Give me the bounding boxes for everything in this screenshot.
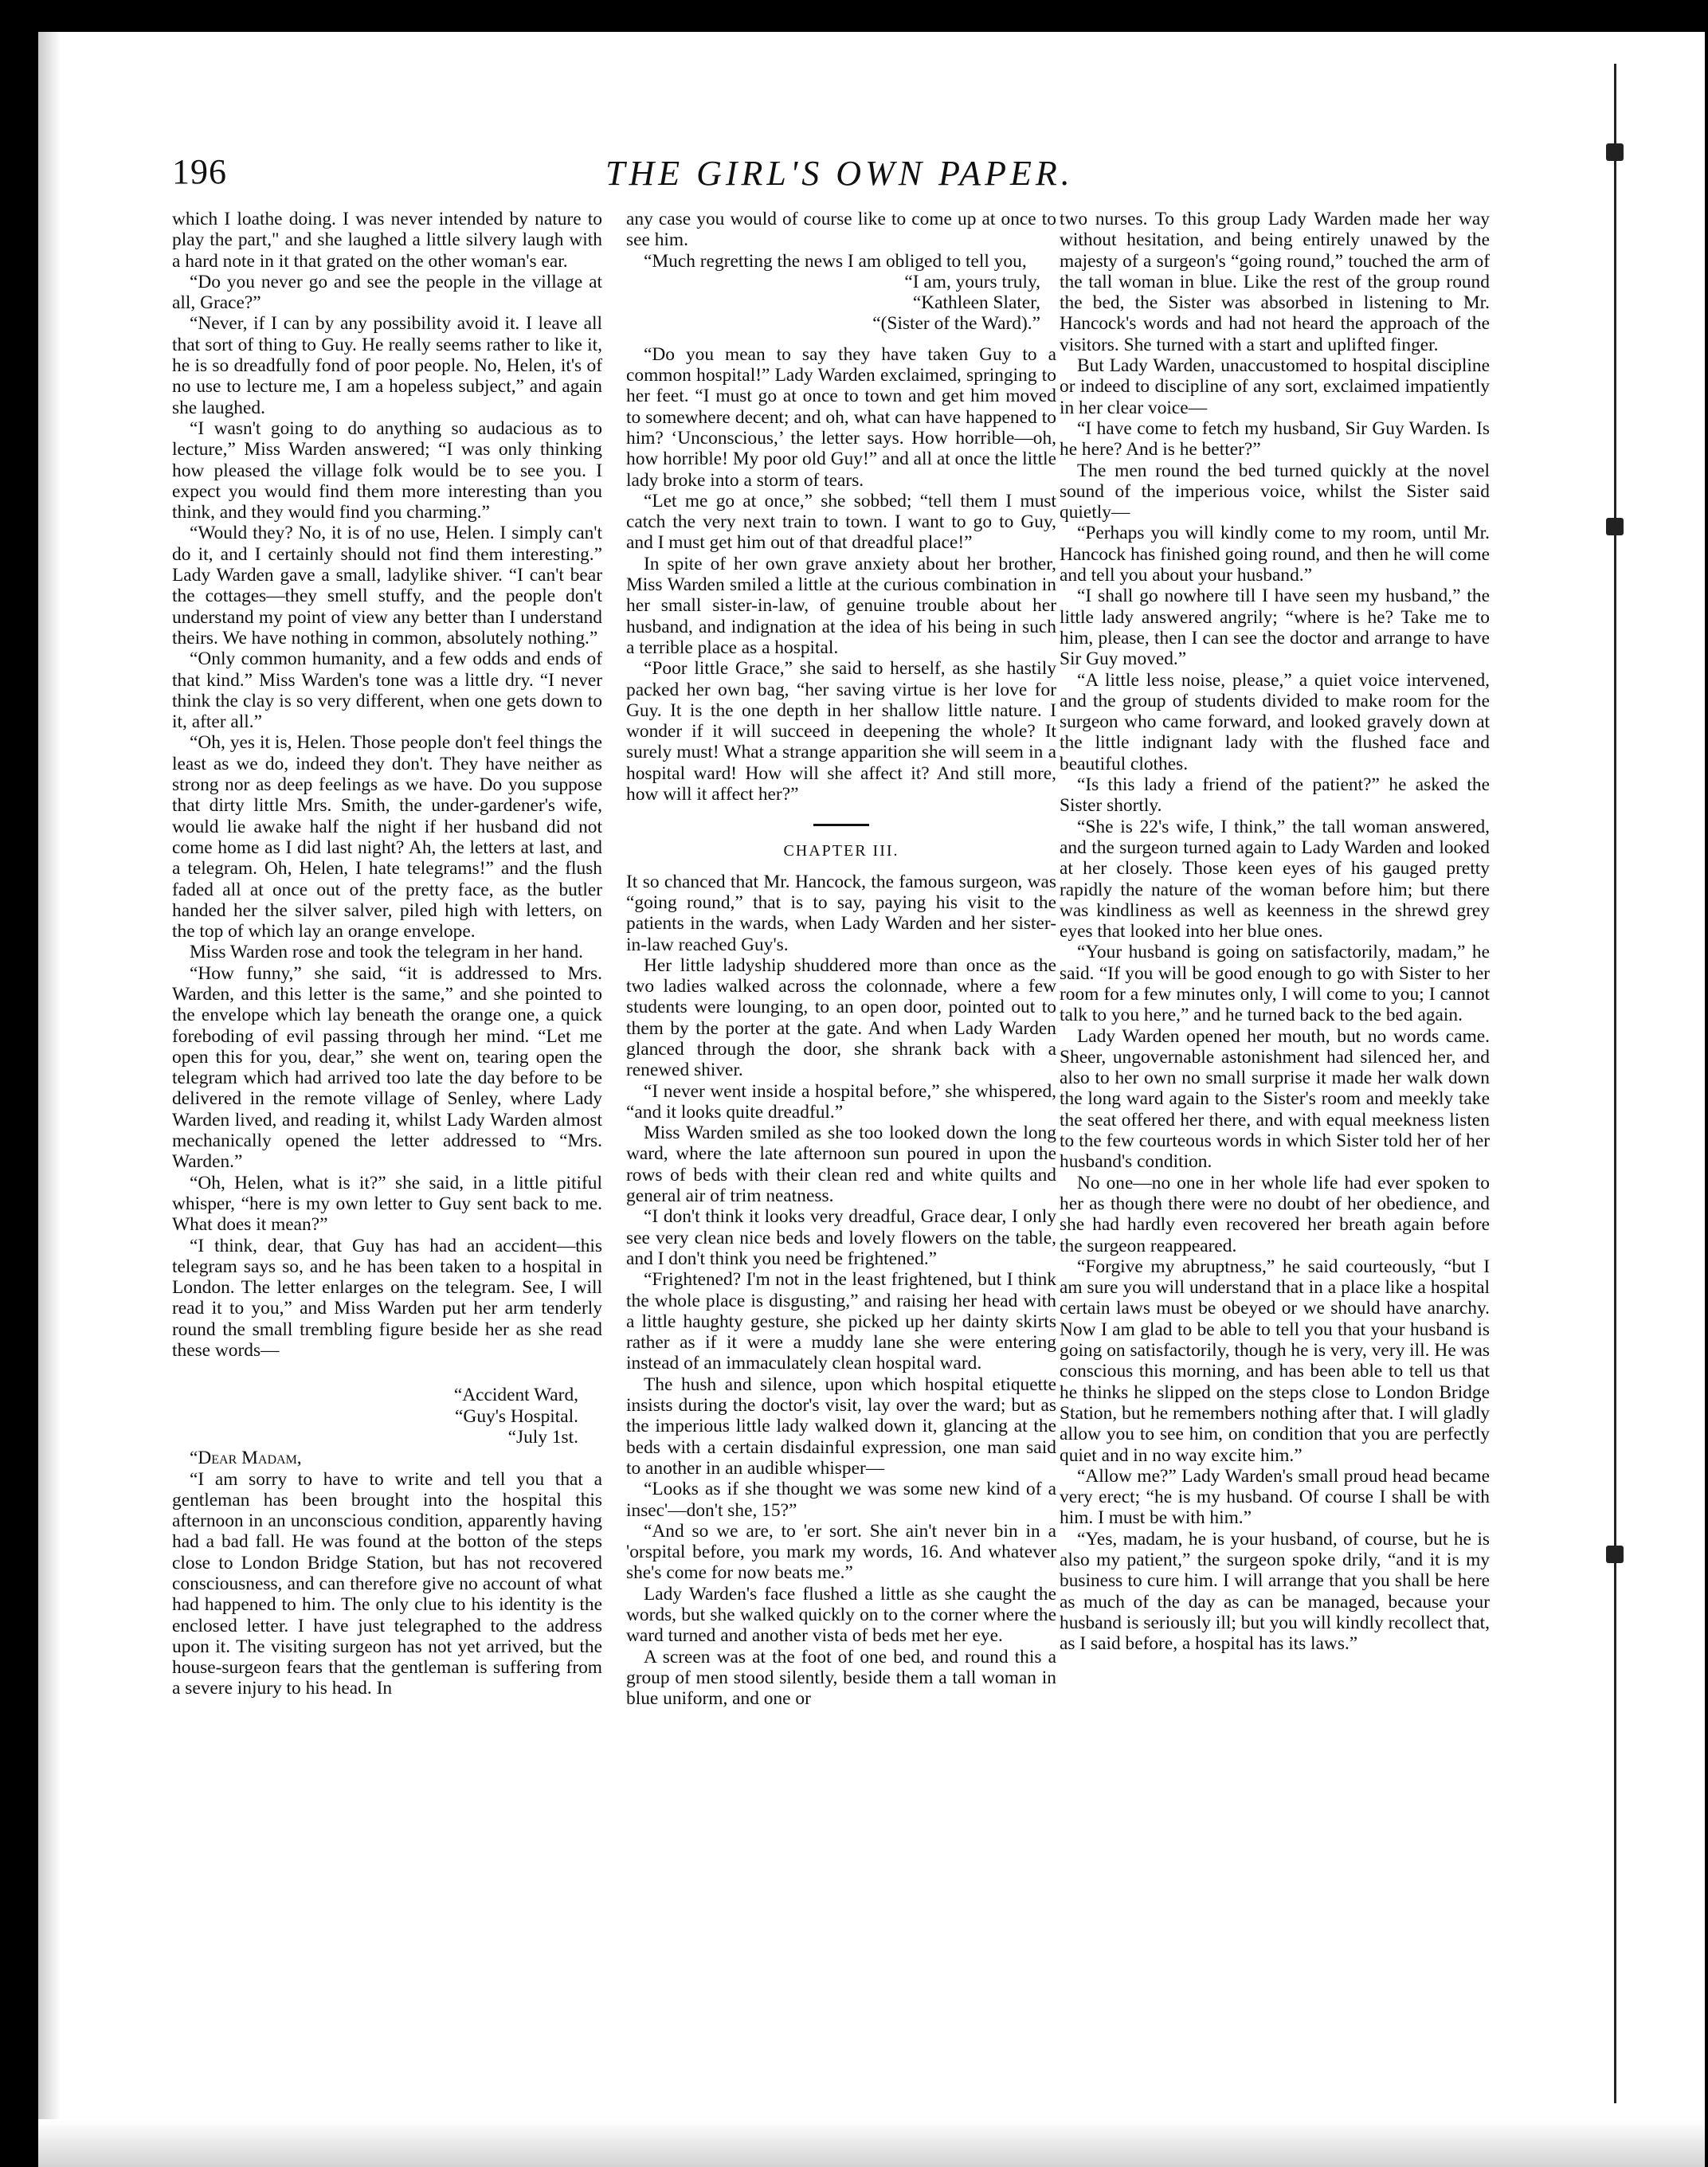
chapter-3-paragraphs <box>626 872 1056 1710</box>
letter-salutation: “Dear Madam, <box>190 1448 302 1469</box>
paragraph: The men round the bed turned quickly at the novel sound of the imperious voice, whilst the Sister said quietly— <box>1060 460 1490 523</box>
signature-line: “(Sister of the Ward).” <box>872 313 1040 335</box>
paragraph: It so chanced that Mr. Hancock, the famous surgeon, was “going round,” that is to say, paying his visit to the patients in the wards, when Lady Warden and her sister-in-law reached Guy's. <box>626 871 1056 955</box>
text-column-1 <box>172 209 602 1699</box>
paragraph: “Never, if I can by any possibility avoid it. I leave all that sort of thing to Guy. He really seems rather to like it, he is so dreadfully fond of poor people. No, Helen, it's of no use to lecture me, I am a hopeless subject,” and again she laughed. <box>172 313 602 418</box>
edge-mark-middle <box>1606 518 1624 535</box>
paragraph: “Oh, Helen, what is it?” she said, in a little pitiful whisper, “here is my own letter to Guy sent back to me. What does it mean?” <box>172 1172 602 1236</box>
chapter-divider-rule <box>813 824 869 826</box>
letter-address <box>172 1385 602 1448</box>
chapter-heading: CHAPTER III. <box>783 842 899 860</box>
paragraph: A screen was at the foot of one bed, and round this a group of men stood silently, beside them a tall woman in blue uniform, and one or <box>626 1646 1056 1710</box>
bottom-edge-shadow <box>38 2119 1705 2167</box>
paragraph: “Do you mean to say they have taken Guy to a common hospital!” Lady Warden exclaimed, springing to her feet. “I must go at once to town and get him moved to somewhere decent; and oh, what can have happened to him? ‘Unconscious,’ the letter says. How horrible—oh, how horrible! My poor old Guy!” and all at once the little lady broke into a storm of tears. <box>626 343 1056 491</box>
paragraph: “Much regretting the news I am obliged to tell you, <box>644 250 1027 272</box>
paragraph: “Is this lady a friend of the patient?” he asked the Sister shortly. <box>1060 774 1490 817</box>
paragraph: Miss Warden smiled as she too looked down the long ward, where the late afternoon sun poured in upon the rows of beds with their clean red and white quilts and general air of trim neatness. <box>626 1123 1056 1207</box>
paragraph: “I have come to fetch my husband, Sir Guy Warden. Is he here? And is he better?” <box>1060 417 1490 460</box>
signature-line: “I am, yours truly, <box>904 271 1040 292</box>
paragraph: “Only common humanity, and a few odds and ends of that kind.” Miss Warden's tone was a little dry. “I never think the clay is so very different, when one gets down to it, after all.” <box>172 649 602 733</box>
paragraph: “Frightened? I'm not in the least frightened, but I think the whole place is disgusting,” and raising her head with a little haughty gesture, she picked up her dainty skirts rather as if it were a muddy lane she were entering instead of an immaculately clean hospital ward. <box>626 1269 1056 1374</box>
paragraph: “A little less noise, please,” a quiet voice intervened, and the group of students divided to make room for the surgeon who came forward, and looked gravely down at the little indignant lady with the flushed face and beautiful clothes. <box>1060 669 1490 774</box>
column-1-paragraphs <box>172 209 602 1361</box>
running-title: THE GIRL'S OWN PAPER. <box>605 154 1074 193</box>
paragraph: The hush and silence, upon which hospital etiquette insists during the doctor's visit, lay over the ward; but as the imperious little lady walked down it, glancing at the beds with a certain disdainful expression, one man said to another in an audible whisper— <box>626 1373 1056 1479</box>
paragraph: “Would they? No, it is of no use, Helen. I simply can't do it, and I certainly should not find them interesting.” Lady Warden gave a small, ladylike shiver. “I can't bear the cottages—they smell stuffy, and the people don't understand my point of view any better than I understand theirs. We have nothing in common, absolutely nothing.” <box>172 523 602 649</box>
paragraph: two nurses. To this group Lady Warden made her way without hesitation, and being entirely unawed by the majesty of a surgeon's “going round,” touched the arm of the tall woman in blue. Like the rest of the group round the bed, the Sister was absorbed in listening to Mr. Hancock's words and had not heard the approach of the visitors. She turned with a start and uplifted finger. <box>1060 209 1490 355</box>
paragraph: “She is 22's wife, I think,” the tall woman answered, and the surgeon turned again to Lady Warden and looked at her closely. Those keen eyes of his gauged pretty rapidly the nature of the woman before him; but there was kindliness as well as keenness in the shrewd grey eyes that looked into her blue ones. <box>1060 816 1490 942</box>
column-2-paragraphs <box>626 344 1056 805</box>
edge-mark-bottom <box>1606 1546 1624 1563</box>
paragraph: “I shall go nowhere till I have seen my husband,” the little lady answered angrily; “where is he? Take me to him, please, then I can see the doctor and arrange to have Sir Guy moved.” <box>1060 586 1490 670</box>
paragraph: “I don't think it looks very dreadful, Grace dear, I only see very clean nice beds and lovely flowers on the table, and I don't think you need be frightened.” <box>626 1206 1056 1269</box>
paragraph: In spite of her own grave anxiety about her brother, Miss Warden smiled a little at the curious combination in her small sister-in-law, of genuine trouble about her husband, and indignation at the idea of his being in such a terrible place as a hospital. <box>626 553 1056 658</box>
paragraph: Her little ladyship shuddered more than once as the two ladies walked across the colonnade, where a few students were lounging, to an open door, pointed out to them by the porter at the gate. And when Lady Warden glanced through the door, she shrank back with a renewed shiver. <box>626 954 1056 1081</box>
page-number: 196 <box>172 152 227 191</box>
paragraph: “I think, dear, that Guy has had an accident—this telegram says so, and he has been taken to a hospital in London. The letter enlarges on the telegram. See, I will read it to you,” and Miss Warden put her arm tenderly round the small trembling figure beside her as she read these words— <box>172 1235 602 1362</box>
paragraph: “And so we are, to 'er sort. She ain't never bin in a 'orspital before, you mark my words, 16. And whatever she's come for now beats me.” <box>626 1520 1056 1584</box>
letter-paragraph: “I am sorry to have to write and tell you that a gentleman has been brought into the hospital this afternoon in an unconscious condition, apparently having had a bad fall. He was found at the botton of the steps close to London Bridge Station, but has not recovered consciousness, and can therefore give no account of what had happened to him. The only clue to his identity is the enclosed letter. I have just telegraphed to the address upon it. The visiting surgeon has not yet arrived, but the house-surgeon fears that the gentleman is suffering from a severe injury to his head. In <box>172 1468 602 1699</box>
text-column-2 <box>626 209 1056 2121</box>
text-column-3 <box>1060 209 1490 2121</box>
paragraph: “Your husband is going on satisfactorily, madam,” he said. “If you will be good enough to go with Sister to her room for a few minutes only, I will come to you; I cannot talk to you here,” and he turned back to the bed again. <box>1060 942 1490 1026</box>
edge-mark-top <box>1606 143 1624 161</box>
paragraph: “Allow me?” Lady Warden's small proud head became very erect; “he is my husband. Of course I shall be with him. I must be with him.” <box>1060 1465 1490 1529</box>
address-line: “Accident Ward, <box>453 1385 578 1406</box>
paragraph: “Oh, yes it is, Helen. Those people don't feel things the least as we do, indeed they don't. They have neither as strong nor as deep feelings as we have. Do you suppose that dirty little Mrs. Smith, the under-gardener's wife, would lie awake half the night if her husband did not come home as I did last night? Ah, the letters at last, and a telegram. Oh, Helen, I hate telegrams!” and the flush faded all at once out of the pretty face, as the butler handed her the silver salver, piled high with letters, on the top of which lay an orange envelope. <box>172 732 602 942</box>
letter-body <box>172 1469 602 1699</box>
paragraph: “Looks as if she thought we was some new kind of a insec'—don't she, 15?” <box>626 1479 1056 1521</box>
address-line: “July 1st. <box>507 1426 578 1448</box>
signature-line: “Kathleen Slater, <box>912 292 1040 314</box>
letter-signature <box>626 272 1056 335</box>
address-line: “Guy's Hospital. <box>455 1405 578 1427</box>
paragraph: Lady Warden's face flushed a little as she caught the words, but she walked quickly on to the corner where the ward turned and another vista of beds met her eye. <box>626 1583 1056 1647</box>
column-3-paragraphs <box>1060 209 1490 1654</box>
paragraph: But Lady Warden, unaccustomed to hospital discipline or indeed to discipline of any sort, exclaimed impatiently in her clear voice— <box>1060 355 1490 418</box>
paragraph: any case you would of course like to come up at once to see him. <box>626 209 1056 251</box>
paragraph: which I loathe doing. I was never intended by nature to play the part," and she laughed a little silvery laugh with a hard note in it that grated on the other woman's ear. <box>172 209 602 272</box>
paragraph: Miss Warden rose and took the telegram in her hand. <box>190 942 583 963</box>
paragraph: No one—no one in her whole life had ever spoken to her as though there were no doubt of her obedience, and she had hardly even recovered her breath again before the surgeon reappeared. <box>1060 1172 1490 1256</box>
paragraph: “Poor little Grace,” she said to herself, as she hastily packed her own bag, “her saving virtue is her love for Guy. It is the one depth in her shallow little nature. I wonder if it will succeed in deepening the whole? It surely must! What a strange apparition she will seem in a hospital ward! How will she affect it? And still more, how will it affect her?” <box>626 658 1056 805</box>
paragraph: “Perhaps you will kindly come to my room, until Mr. Hancock has finished going round, and then he will come and tell you about your husband.” <box>1060 523 1490 586</box>
right-edge-rule <box>1614 64 1616 2103</box>
column-2-letter-end <box>626 209 1056 272</box>
paragraph: “I never went inside a hospital before,” she whispered, “and it looks quite dreadful.” <box>626 1080 1056 1123</box>
paragraph: “How funny,” she said, “it is addressed to Mrs. Warden, and this letter is the same,” and she pointed to the envelope which lay beneath the orange one, a quick foreboding of evil passing through her mind. “Let me open this for you, dear,” she went on, tearing open the telegram which had arrived too late the day before to be delivered in the remote village of Senley, where Lady Warden lived, and reading it, whilst Lady Warden almost mechanically opened the letter addressed to “Mrs. Warden.” <box>172 962 602 1173</box>
binding-shadow <box>38 32 61 2167</box>
paragraph: “Let me go at once,” she sobbed; “tell them I must catch the very next train to town. I want to go to Guy, and I must get him out of that dreadful place!” <box>626 490 1056 554</box>
paragraph: “Yes, madam, he is your husband, of course, but he is also my patient,” the surgeon spoke drily, “and it is my business to cure him. I will arrange that you shall be here as much of the day as can be managed, because your husband is seriously ill; but you will kindly recollect that, as I said before, a hospital has its laws.” <box>1060 1528 1490 1655</box>
paragraph: Lady Warden opened her mouth, but no words came. Sheer, ungovernable astonishment had silenced her, and also to her own no small surprise it made her walk down the long ward again to the Sister's room and meekly take the seat offered her there, and with equal meekness listen to the few courteous words in which Sister told her of her husband's condition. <box>1060 1025 1490 1173</box>
paragraph: “I wasn't going to do anything so audacious as to lecture,” Miss Warden answered; “I was only thinking how pleased the village folk would be to see you. I expect you would find them more interesting than you think, and they would find you charming.” <box>172 417 602 523</box>
paragraph: “Do you never go and see the people in the village at all, Grace?” <box>172 271 602 314</box>
paragraph: “Forgive my abruptness,” he said courteously, “but I am sure you will understand that in a place like a hospital certain laws must be obeyed or we should have anarchy. Now I am glad to be able to tell you that your husband is going on satisfactorily, though he is very, very ill. He was conscious this morning, and has been able to tell us that he thinks he slipped on the steps close to London Bridge Station, but he remembers nothing after that. I will gladly allow you to see him, on condition that you are perfectly quiet and in no way excite him.” <box>1060 1256 1490 1466</box>
